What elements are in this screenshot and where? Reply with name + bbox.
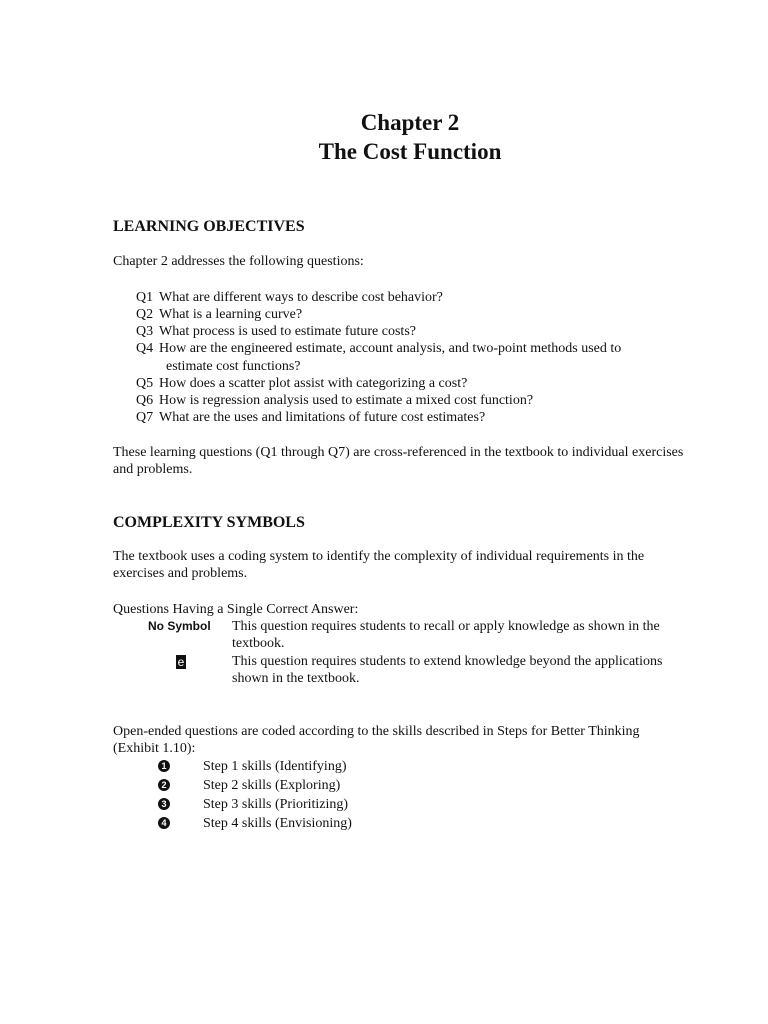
no-symbol-label: No Symbol <box>148 619 211 633</box>
step-4-text: Step 4 skills (Envisioning) <box>203 816 352 831</box>
step-2-text: Step 2 skills (Exploring) <box>203 778 341 793</box>
learning-objectives-intro: Chapter 2 addresses the following questions: <box>113 254 364 269</box>
complexity-intro: The textbook uses a coding system to identify the complexity of individual requirements in the exercises and problems. <box>113 549 645 581</box>
question-text: What are different ways to describe cost behavior? <box>159 290 443 305</box>
no-symbol-description: This question requires students to recall or apply knowledge as shown in the textbook. <box>232 619 660 651</box>
step-1-marker-icon: 1 <box>158 760 170 772</box>
step-2-marker-icon: 2 <box>158 779 170 791</box>
complexity-symbols-heading: COMPLEXITY SYMBOLS <box>113 514 305 531</box>
extend-knowledge-symbol: e <box>177 655 185 669</box>
question-number: Q6 <box>136 393 154 408</box>
question-number: Q7 <box>136 410 154 425</box>
question-text: How are the engineered estimate, account analysis, and two-point methods used to <box>159 341 622 356</box>
open-ended-intro: Open-ended questions are coded according to the skills described in Steps for Better Thinking (Exhibit 1.10): <box>113 724 640 756</box>
question-text-continuation: estimate cost functions? <box>166 359 301 374</box>
question-number: Q3 <box>136 324 154 339</box>
question-text: How is regression analysis used to estimate a mixed cost function? <box>159 393 534 408</box>
question-number: Q2 <box>136 307 154 322</box>
question-text: How does a scatter plot assist with categorizing a cost? <box>159 376 468 391</box>
chapter-title: The Cost Function <box>318 139 502 164</box>
question-number: Q5 <box>136 376 154 391</box>
learning-objectives-heading: LEARNING OBJECTIVES <box>113 218 305 235</box>
step-1-text: Step 1 skills (Identifying) <box>203 759 347 774</box>
learning-objectives-closing: These learning questions (Q1 through Q7) are cross-referenced in the textbook to individual exercises and problems. <box>113 445 684 477</box>
step-3-text: Step 3 skills (Prioritizing) <box>203 797 349 812</box>
question-text: What are the uses and limitations of future cost estimates? <box>159 410 486 425</box>
chapter-number: Chapter 2 <box>360 110 460 135</box>
question-text: What is a learning curve? <box>159 307 303 322</box>
single-answer-label: Questions Having a Single Correct Answer: <box>113 602 359 617</box>
step-3-marker-icon: 3 <box>158 798 170 810</box>
step-4-marker-icon: 4 <box>158 817 170 829</box>
question-text: What process is used to estimate future costs? <box>159 324 416 339</box>
question-number: Q1 <box>136 290 154 305</box>
extend-knowledge-description: This question requires students to extend knowledge beyond the applications shown in the textbook. <box>232 654 663 686</box>
question-number: Q4 <box>136 341 154 356</box>
